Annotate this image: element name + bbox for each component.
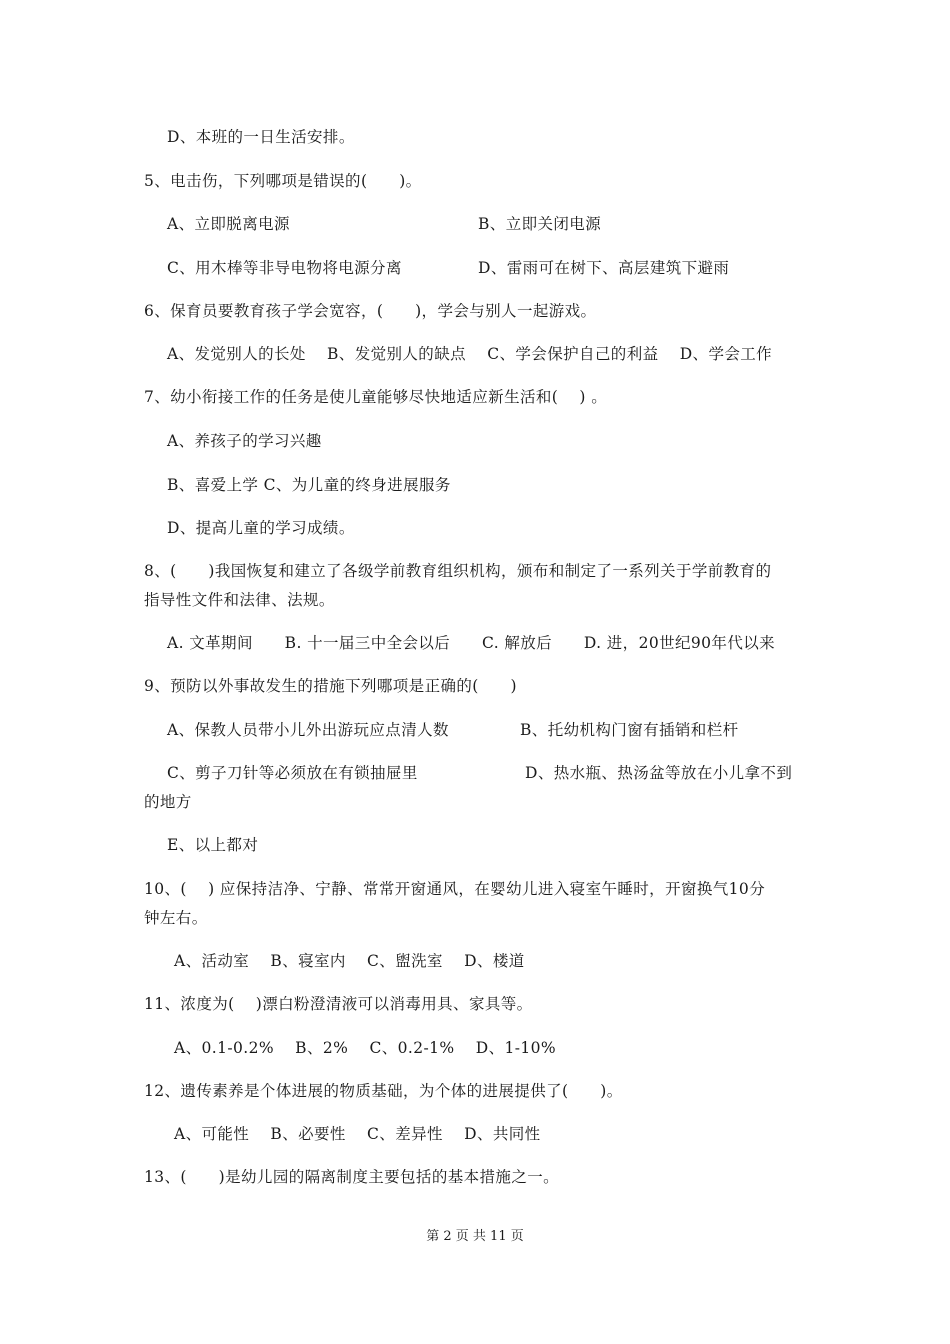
question-6: 6、保育员要教育孩子学会宽容，( )，学会与别人一起游戏。	[144, 302, 597, 320]
options-8: A. 文革期间 B. 十一届三中全会以后 C. 解放后 D. 进，20世纪90年代以来	[167, 634, 776, 652]
question-9: 9、预防以外事故发生的措施下列哪项是正确的( )	[144, 677, 517, 695]
options-11: A、0.1-0.2% B、2% C、0.2-1% D、1-10%	[174, 1039, 557, 1057]
question-8: 8、( )我国恢复和建立了各级学前教育组织机构，颁布和制定了一系列关于学前教育的	[144, 562, 772, 580]
question-13: 13、( )是幼儿园的隔离制度主要包括的基本措施之一。	[144, 1168, 560, 1186]
options-12: A、可能性 B、必要性 C、差异性 D、共同性	[174, 1125, 541, 1143]
options-6: A、发觉别人的长处 B、发觉别人的缺点 C、学会保护自己的利益 D、学会工作	[167, 345, 773, 363]
option-9d-cont: 的地方	[144, 793, 192, 811]
options-10: A、活动室 B、寝室内 C、盥洗室 D、楼道	[174, 952, 525, 970]
option-9b: B、托幼机构门窗有插销和栏杆	[520, 721, 739, 739]
option-5b: B、立即关闭电源	[478, 215, 602, 233]
option-9e: E、以上都对	[167, 836, 259, 854]
option-5d: D、雷雨可在树下、高层建筑下避雨	[478, 259, 730, 277]
option-9c: C、剪子刀针等必须放在有锁抽屉里	[167, 764, 418, 782]
option-5a: A、立即脱离电源	[167, 215, 290, 233]
question-10: 10、( ) 应保持洁净、宁静、常常开窗通风，在婴幼儿进入寝室午睡时，开窗换气10分	[144, 880, 766, 898]
page-footer: 第 2 页 共 11 页	[426, 1229, 524, 1244]
option-5c: C、用木棒等非导电物将电源分离	[167, 259, 402, 277]
question-7: 7、幼小衔接工作的任务是使儿童能够尽快地适应新生活和( ) 。	[144, 388, 608, 406]
option-7a: A、养孩子的学习兴趣	[167, 432, 322, 450]
question-5: 5、电击伤，下列哪项是错误的( )。	[144, 172, 422, 190]
question-12: 12、遗传素养是个体进展的物质基础，为个体的进展提供了( )。	[144, 1082, 623, 1100]
option-9a: A、保教人员带小儿外出游玩应点清人数	[167, 721, 449, 739]
option-9d: D、热水瓶、热汤盆等放在小儿拿不到	[525, 764, 793, 782]
option-7d: D、提高儿童的学习成绩。	[167, 519, 355, 537]
option-7bc: B、喜爱上学 C、为儿童的终身进展服务	[167, 476, 451, 494]
question-8-cont: 指导性文件和法律、法规。	[144, 591, 335, 609]
option-4d: D、本班的一日生活安排。	[167, 128, 355, 146]
question-11: 11、浓度为( )漂白粉澄清液可以消毒用具、家具等。	[144, 995, 533, 1013]
question-10-cont: 钟左右。	[144, 909, 208, 927]
